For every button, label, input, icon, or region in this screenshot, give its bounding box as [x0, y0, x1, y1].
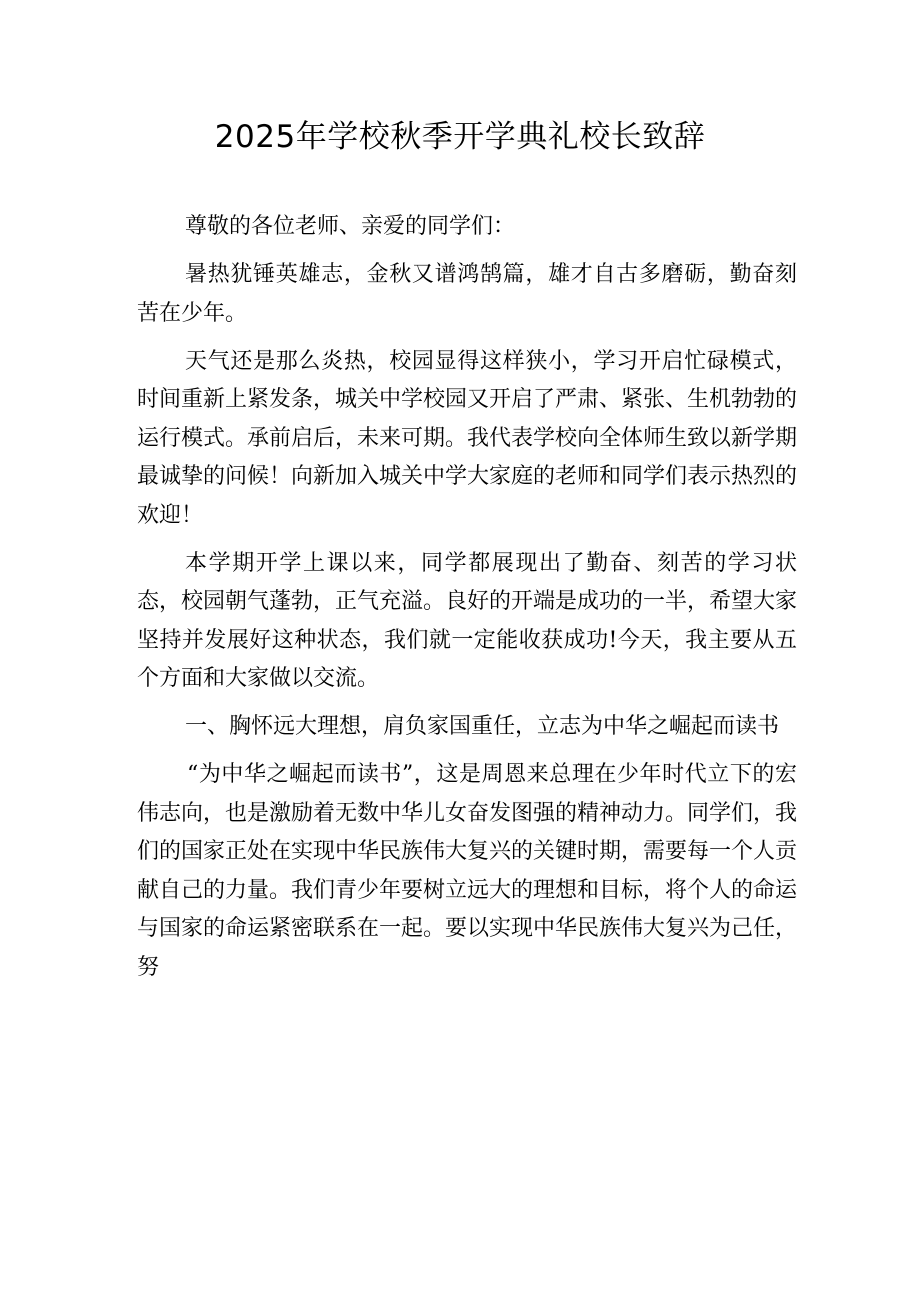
document-title: 2025年学校秋季开学典礼校长致辞	[214, 119, 706, 155]
salutation-paragraph: 尊敬的各位老师、亲爱的同学们：	[185, 214, 516, 239]
semester-review-paragraph: 本学期开学上课以来，同学都展现出了勤奋、刻苦的学习状态，校园朝气蓬勃，正气充溢。良好的开端是成功的一半，希望大家坚持并发展好这种状态，我们就一定能收获成功!今天，我主要从五个方面和大家做以交流。	[137, 550, 798, 691]
section-1-body-paragraph: “为中华之崛起而读书”，这是周恩来总理在少年时代立下的宏伟志向，也是激励着无数中华儿女奋发图强的精神动力。同学们，我们的国家正处在实现中华民族伟大复兴的关键时期，需要每一个人贡献自己的力量。我们青少年要树立远大的理想和目标，将个人的命运与国家的命运紧密联系在一起。要以实现中华民族伟大复兴为己任，努	[137, 762, 798, 980]
welcome-paragraph: 天气还是那么炎热，校园显得这样狭小，学习开启忙碌模式，时间重新上紧发条，城关中学校园又开启了严肃、紧张、生机勃勃的运行模式。承前启后，未来可期。我代表学校向全体师生致以新学期最诚挚的问候！向新加入城关中学大家庭的老师和同学们表示热烈的欢迎！	[137, 348, 798, 528]
opening-couplet-paragraph: 暑热犹锤英雄志，金秋又谱鸿鹄篇，雄才自古多磨砺，勤奋刻苦在少年。	[137, 262, 797, 326]
document-body	[137, 208, 797, 997]
section-heading-1: 一、胸怀远大理想，肩负家国重任，立志为中华之崛起而读书	[185, 714, 780, 739]
